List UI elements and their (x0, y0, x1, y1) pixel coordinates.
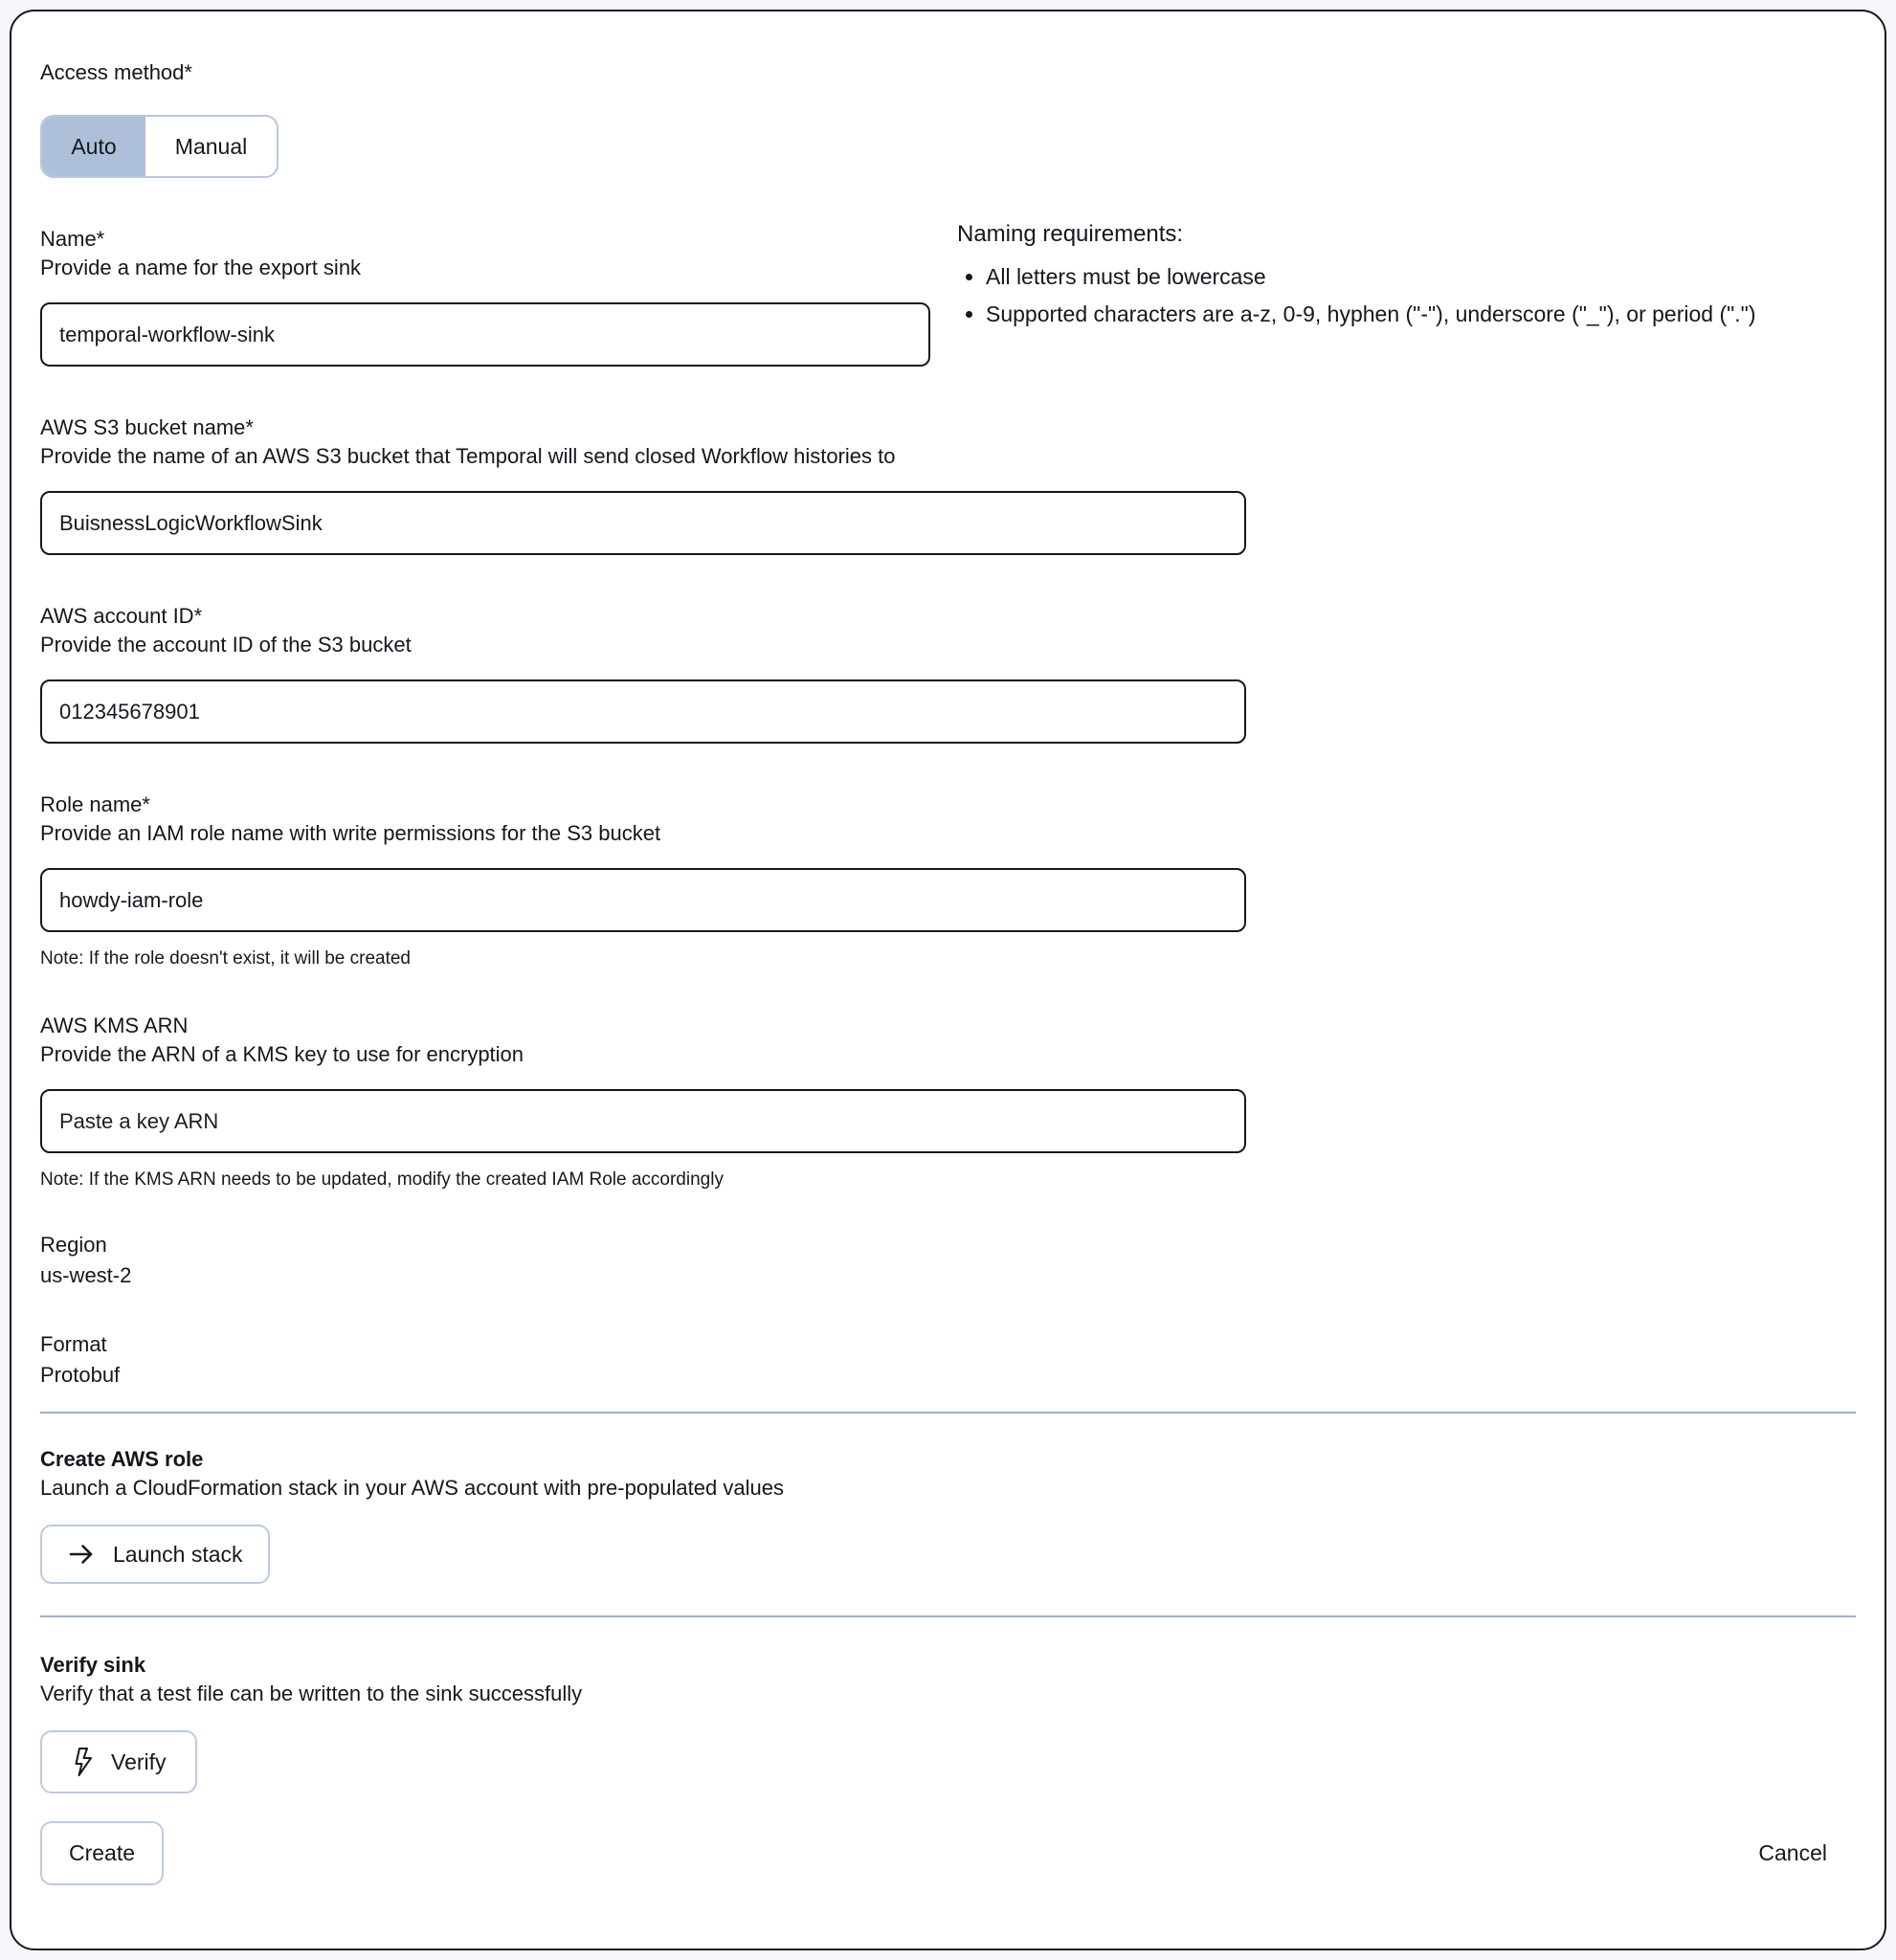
naming-requirements-title: Naming requirements: (957, 221, 1184, 247)
kms-arn-input[interactable] (40, 1089, 1246, 1153)
role-name-note: Note: If the role doesn't exist, it will be created (40, 948, 411, 969)
s3-bucket-label: AWS S3 bucket name* (40, 415, 254, 439)
name-input[interactable] (40, 302, 930, 367)
naming-requirement-item: • All letters must be lowercase (986, 258, 1833, 296)
format-value: Protobuf (40, 1363, 121, 1387)
format-label: Format (40, 1332, 107, 1356)
access-method-manual-button[interactable]: Manual (145, 117, 277, 176)
format-block (40, 1331, 1856, 1389)
create-role-section (40, 1446, 1856, 1584)
section-divider (40, 1412, 1856, 1414)
create-button-label: Create (69, 1840, 136, 1865)
s3-bucket-description: Provide the name of an AWS S3 bucket that Temporal will send closed Workflow histories to (40, 444, 896, 468)
access-method-label: Access method* (40, 60, 192, 84)
cancel-button[interactable]: Cancel (1758, 1840, 1827, 1865)
role-name-input[interactable] (40, 868, 1246, 932)
region-value: us-west-2 (40, 1263, 132, 1287)
arrow-right-icon (67, 1540, 96, 1569)
region-label: Region (40, 1233, 107, 1257)
kms-arn-description: Provide the ARN of a KMS key to use for encryption (40, 1042, 524, 1066)
role-name-label: Role name* (40, 792, 150, 816)
section-divider (40, 1615, 1856, 1617)
launch-stack-button-label: Launch stack (113, 1541, 243, 1567)
role-name-description: Provide an IAM role name with write permissions for the S3 bucket (40, 821, 661, 845)
naming-requirements-list (957, 258, 1833, 333)
s3-bucket-field-section (40, 414, 1856, 555)
account-id-label: AWS account ID* (40, 604, 203, 628)
s3-bucket-input[interactable] (40, 491, 1246, 555)
launch-stack-button[interactable] (40, 1525, 270, 1584)
role-name-field-section (40, 791, 1856, 970)
name-description: Provide a name for the export sink (40, 256, 362, 279)
verify-sink-section (40, 1652, 1856, 1793)
create-role-title: Create AWS role (40, 1447, 204, 1471)
kms-arn-field-section (40, 1013, 1856, 1192)
create-button[interactable] (40, 1821, 164, 1885)
verify-button[interactable] (40, 1730, 197, 1793)
kms-arn-label: AWS KMS ARN (40, 1013, 189, 1037)
account-id-description: Provide the account ID of the S3 bucket (40, 633, 412, 657)
access-method-auto-button[interactable]: Auto (42, 117, 145, 176)
access-method-toggle (40, 115, 279, 178)
name-label: Name* (40, 227, 105, 251)
verify-sink-description: Verify that a test file can be written to the sink successfully (40, 1682, 583, 1705)
region-block (40, 1232, 1856, 1289)
verify-sink-title: Verify sink (40, 1653, 146, 1677)
form-actions-row (40, 1821, 1856, 1885)
lightning-bolt-icon (71, 1747, 96, 1777)
naming-requirement-item: • Supported characters are a-z, 0-9, hyphen ("-"), underscore ("_"), or period (".") (986, 296, 1833, 333)
account-id-field-section (40, 603, 1856, 744)
verify-button-label: Verify (111, 1748, 167, 1774)
account-id-input[interactable] (40, 679, 1246, 744)
kms-arn-note: Note: If the KMS ARN needs to be updated, modify the created IAM Role accordingly (40, 1169, 724, 1190)
create-role-description: Launch a CloudFormation stack in your AWS account with pre-populated values (40, 1476, 784, 1500)
export-sink-form-panel (10, 10, 1886, 1950)
naming-requirements (957, 220, 1833, 333)
